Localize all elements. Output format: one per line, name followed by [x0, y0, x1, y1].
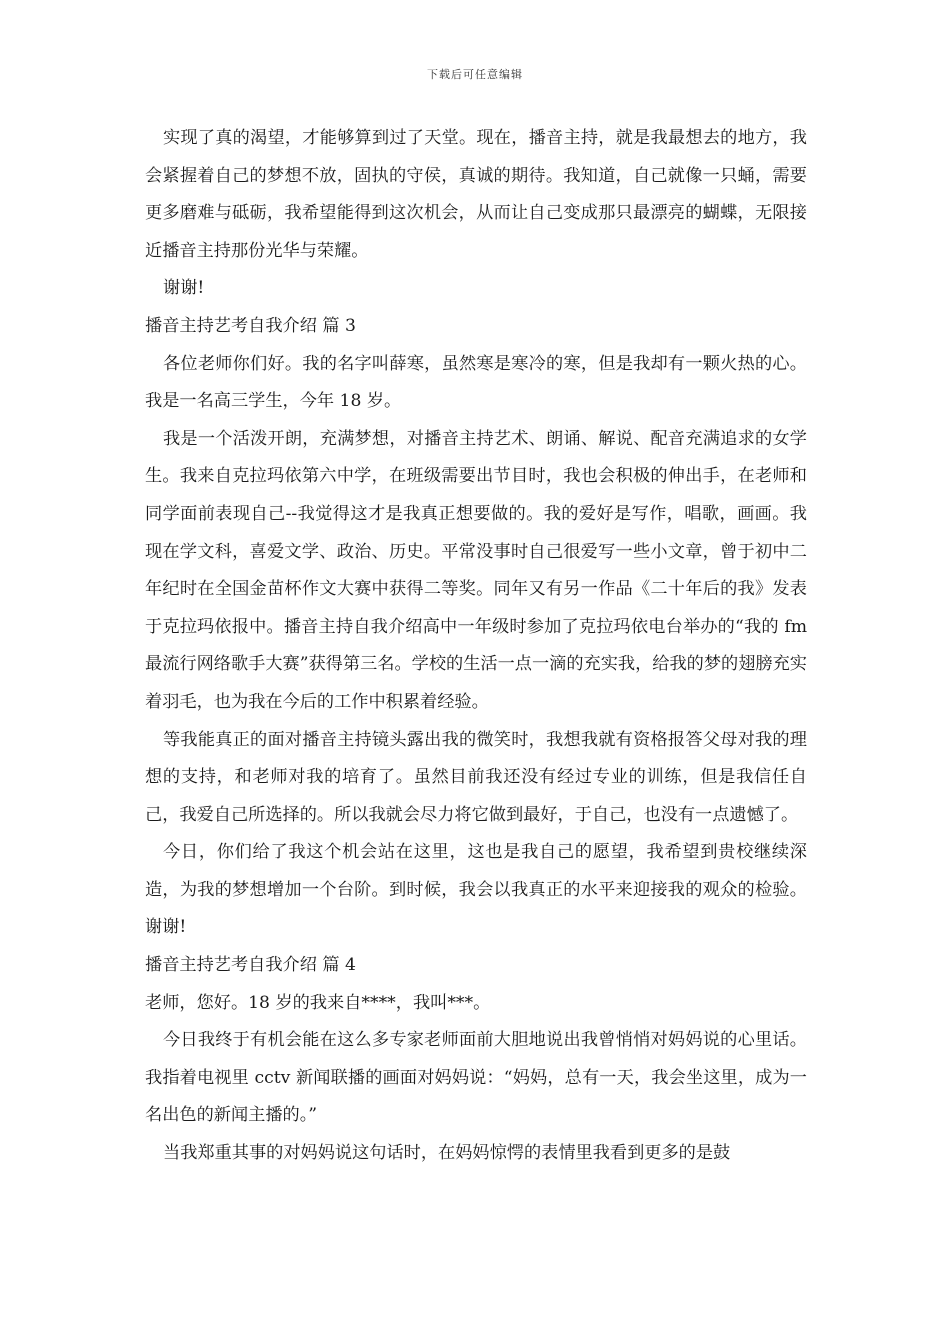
paragraph: 今日，你们给了我这个机会站在这里，这也是我自己的愿望，我希望到贵校继续深造，为我的梦想增加一个台阶。到时候，我会以我真正的水平来迎接我的观众的检验。谢谢!: [145, 842, 807, 938]
paragraph: 等我能真正的面对播音主持镜头露出我的微笑时，我想我就有资格报答父母对我的理想的支持，和老师对我的培育了。虽然目前我还没有经过专业的训练，但是我信任自己，我爱自己所选择的。所以我就会尽力将它做到最好，于自己，也没有一点遗憾了。: [145, 729, 807, 825]
section-heading: 播音主持艺考自我介绍 篇 4: [145, 955, 356, 976]
paragraph: 谢谢!: [163, 278, 205, 299]
paragraph: 当我郑重其事的对妈妈说这句话时，在妈妈惊愕的表情里我看到更多的是鼓: [163, 1143, 731, 1164]
paragraph: 老师，您好。18 岁的我来自****，我叫***。: [145, 992, 491, 1013]
paragraph: 我是一个活泼开朗，充满梦想，对播音主持艺术、朗诵、解说、配音充满追求的女学生。我来自克拉玛依第六中学，在班级需要出节目时，我也会积极的伸出手，在老师和同学面前表现自己--我觉得这才是我真正想要做的。我的爱好是写作，唱歌，画画。我现在学文科，喜爱文学、政治、历史。平常没事时自己很爱写一些小文章，曾于初中二年纪时在全国金苗杯作文大赛中获得二等奖。同年又有另一作品《二十年后的我》发表于克拉玛依报中。播音主持自我介绍高中一年级时参加了克拉玛依电台举办的“我的 fm 最流行网络歌手大赛”获得第三名。学校的生活一点一滴的充实我，给我的梦的翅膀充实着羽毛，也为我在今后的工作中积累着经验。: [145, 428, 807, 712]
page-header: 下载后可任意编辑: [427, 68, 523, 81]
section-heading: 播音主持艺考自我介绍 篇 3: [145, 315, 356, 336]
paragraph: 各位老师你们好。我的名字叫薛寒，虽然寒是寒冷的寒，但是我却有一颗火热的心。我是一名高三学生，今年 18 岁。: [145, 353, 807, 412]
paragraph: 实现了真的渴望，才能够算到过了天堂。现在，播音主持，就是我最想去的地方，我会紧握着自己的梦想不放，固执的守侯，真诚的期待。我知道，自己就像一只蛹，需要更多磨难与砥砺，我希望能得到这次机会，从而让自己变成那只最漂亮的蝴蝶，无限接近播音主持那份光华与荣耀。: [145, 128, 807, 261]
document-body: [145, 120, 807, 1173]
paragraph: 今日我终于有机会能在这么多专家老师面前大胆地说出我曾悄悄对妈妈说的心里话。我指着电视里 cctv 新闻联播的画面对妈妈说：“妈妈，总有一天，我会坐这里，成为一名出色的新闻主播的。”: [145, 1030, 807, 1126]
